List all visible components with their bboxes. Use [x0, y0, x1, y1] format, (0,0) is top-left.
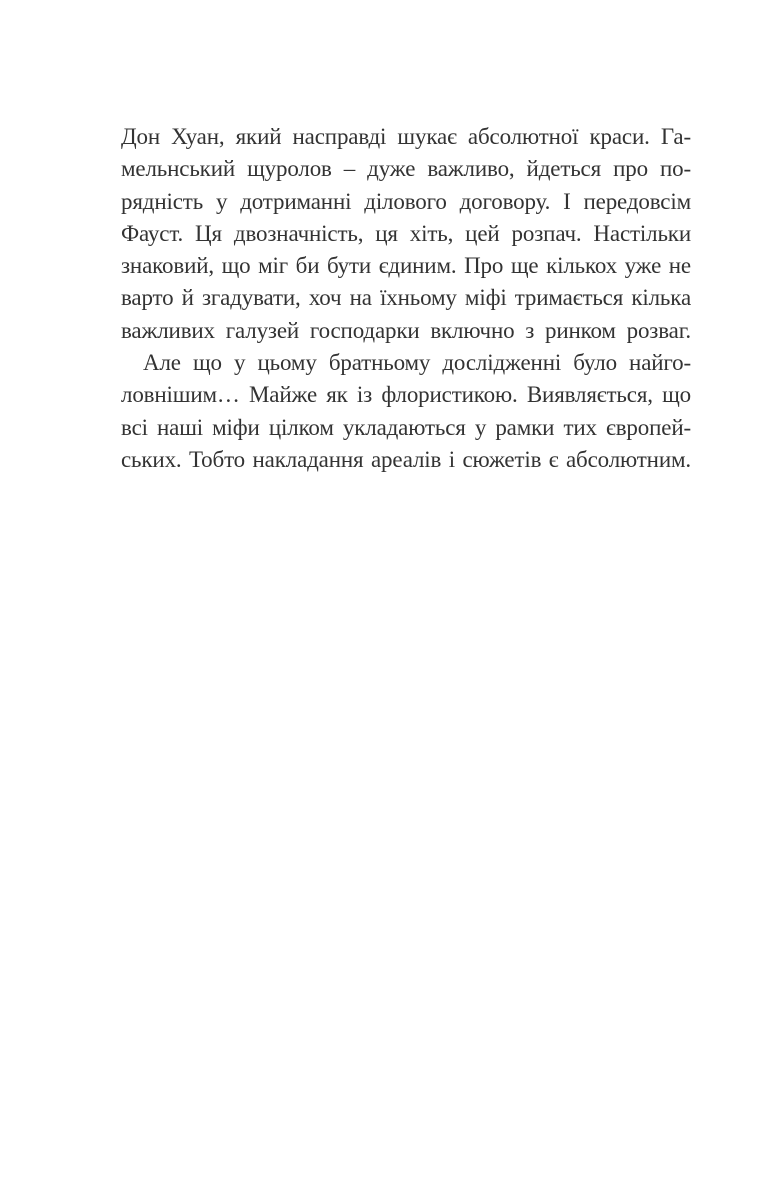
- text-line: ловнішим… Майже як із флористикою. Виявляється, що: [121, 382, 691, 408]
- text-line: важливих галузей господарки включно з ринком розваг.: [121, 317, 691, 343]
- text-line: Дон Хуан, який насправді шукає абсолютної краси. Га-: [121, 124, 691, 149]
- text-line: мельнський щуролов – дуже важливо, йдеться про по-: [121, 156, 691, 182]
- paragraph: [121, 121, 691, 347]
- paragraph: [121, 347, 691, 476]
- text-line: всі наші міфи цілком укладаються у рамки тих європей-: [121, 414, 691, 440]
- text-line: варто й згадувати, хоч на їхньому міфі тримається кілька: [121, 285, 691, 311]
- text-line: рядність у дотриманні ділового договору. І передовсім: [121, 188, 691, 214]
- text-line: ських. Тобто накладання ареалів і сюжетів є абсолютним.: [121, 446, 691, 472]
- text-line: знаковий, що міг би бути єдиним. Про ще кількох уже не: [121, 253, 691, 279]
- text-line: Але що у цьому братньому дослідженні було найго-: [143, 350, 691, 376]
- page-text: [121, 121, 691, 476]
- text-line: Фауст. Ця двозначність, ця хіть, цей розпач. Настільки: [121, 220, 691, 246]
